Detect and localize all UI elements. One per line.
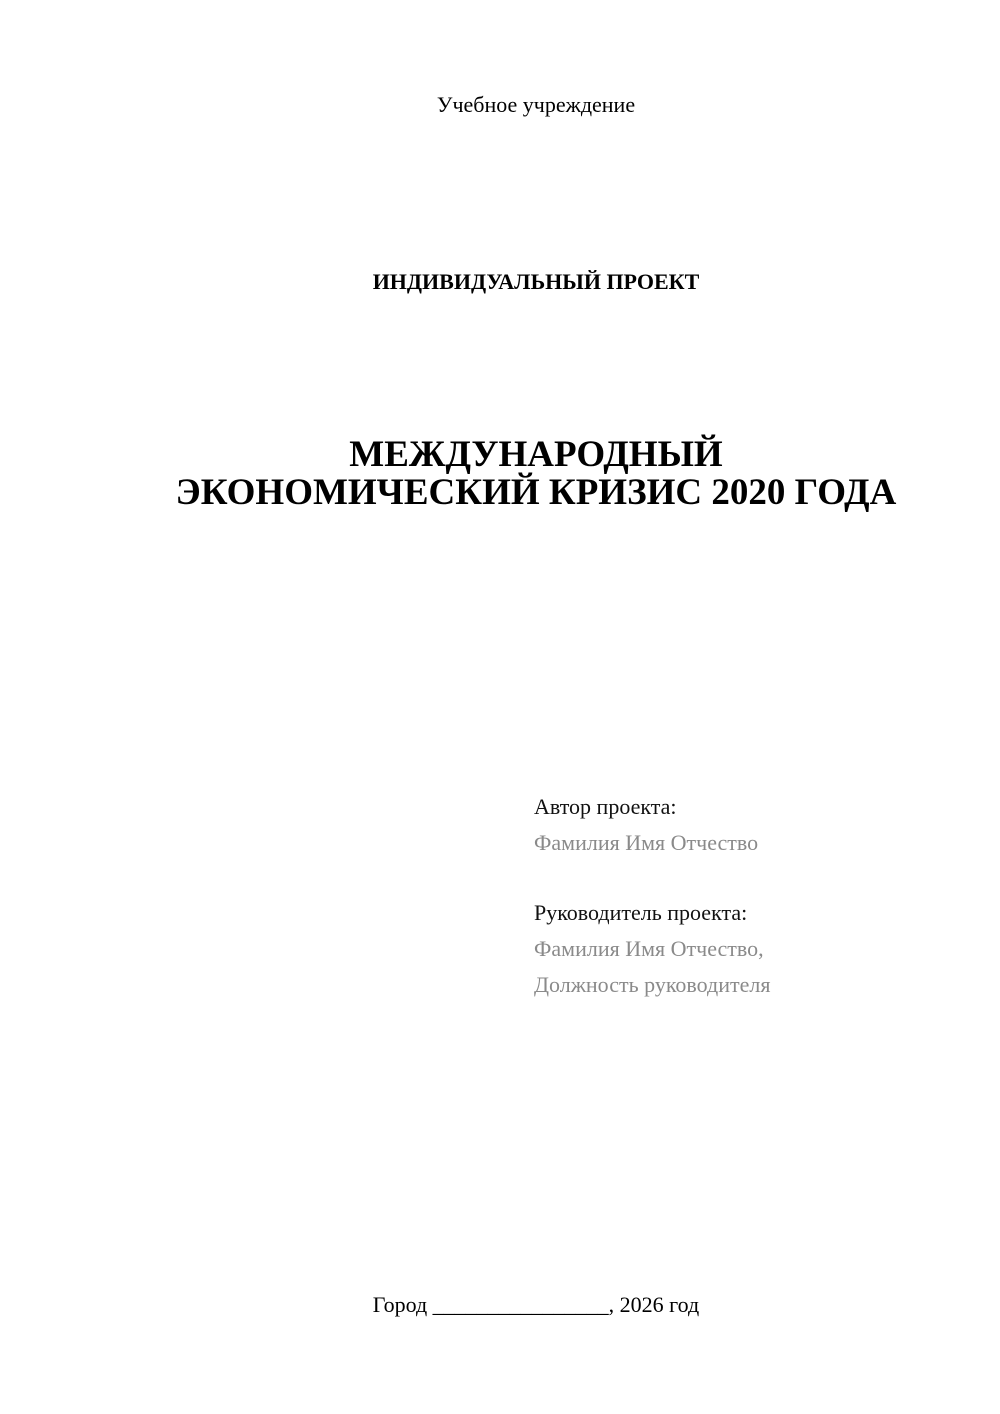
- city-year-line: Город ________________, 2026 год: [372, 1292, 700, 1317]
- credits-spacer: [534, 861, 974, 895]
- credits-block: [534, 789, 974, 1003]
- document-title-line-1: МЕЖДУНАРОДНЫЙ: [349, 434, 723, 475]
- document-type: ИНДИВИДУАЛЬНЫЙ ПРОЕКТ: [372, 269, 700, 294]
- document-title: [0, 436, 1000, 512]
- supervisor-name: Фамилия Имя Отчество,: [534, 936, 764, 961]
- institution-name: Учебное учреждение: [436, 92, 636, 117]
- supervisor-position: Должность руководителя: [534, 972, 771, 997]
- author-label: Автор проекта:: [534, 794, 677, 819]
- supervisor-label: Руководитель проекта:: [534, 900, 748, 925]
- document-title-line-2: ЭКОНОМИЧЕСКИЙ КРИЗИС 2020 ГОДА: [175, 472, 897, 513]
- author-name: Фамилия Имя Отчество: [534, 830, 759, 855]
